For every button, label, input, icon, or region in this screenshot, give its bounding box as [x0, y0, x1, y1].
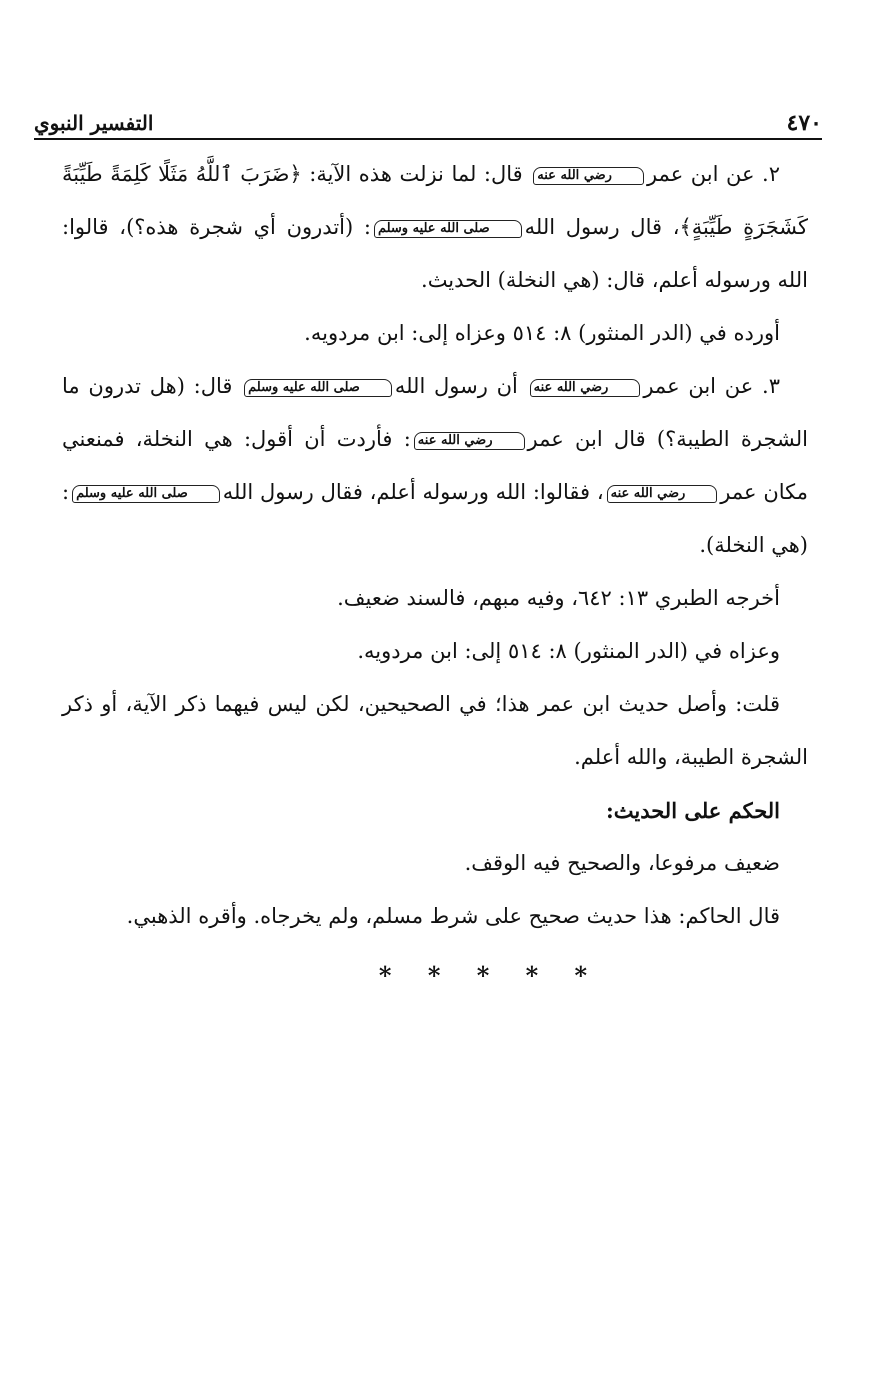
- hadith-2-part-2: قال: لما نزلت هذه الآية: ﴿ضَرَبَ ٱللَّهُ مَثَلًا كَلِمَةً طَيِّبَةً كَشَجَرَةٍ طَيِّبَةٍ﴾، قال رسول الله: [62, 162, 808, 239]
- hadith-3-source-1: أخرجه الطبري ١٣: ٦٤٢، وفيه مبهم، فالسند ضعيف.: [337, 586, 780, 610]
- hadith-3-paragraph: [62, 360, 808, 572]
- honorific-ra-icon: رضي الله عنه: [530, 379, 641, 397]
- hadith-3-part-4: : فأردت أن أقول: هي النخلة، فمنعني مكان عمر: [62, 427, 808, 504]
- hadith-3-part-2: أن رسول الله: [394, 374, 518, 398]
- honorific-saw-icon: صلى الله عليه وسلم: [244, 379, 392, 397]
- running-header: [34, 108, 822, 140]
- hakim-statement: قال الحاكم: هذا حديث صحيح على شرط مسلم، ولم يخرجاه. وأقره الذهبي.: [126, 904, 780, 928]
- hadith-3-part-3: قال: (هل تدرون ما الشجرة الطيبة؟) قال ابن عمر: [62, 374, 808, 451]
- header-title: التفسير النبوي: [34, 111, 154, 135]
- hadith-3-part-1: ٣. عن ابن عمر: [643, 374, 780, 398]
- honorific-ra-icon: رضي الله عنه: [607, 485, 718, 503]
- body-text: [62, 148, 808, 1002]
- ruling-heading: الحكم على الحديث:: [606, 798, 780, 823]
- hadith-2-source: أورده في (الدر المنثور) ٨: ٥١٤ وعزاه إلى: ابن مردويه.: [304, 321, 780, 345]
- honorific-saw-icon: صلى الله عليه وسلم: [374, 220, 522, 238]
- hadith-3-part-5: ، فقالوا: الله ورسوله أعلم، فقال رسول الله: [222, 480, 604, 504]
- hadith-3-source-2: وعزاه في (الدر المنثور) ٨: ٥١٤ إلى: ابن مردويه.: [357, 639, 780, 663]
- hadith-2-part-3: : (أتدرون أي شجرة هذه؟)، قالوا: الله ورسوله أعلم، قال: (هي النخلة) الحديث.: [62, 215, 808, 292]
- page-number: ٤٧٠: [786, 110, 822, 136]
- honorific-saw-icon: صلى الله عليه وسلم: [72, 485, 220, 503]
- hadith-3-part-6: : (هي النخلة).: [62, 480, 808, 557]
- ruling-text: ضعيف مرفوعا، والصحيح فيه الوقف.: [464, 851, 780, 875]
- honorific-ra-icon: رضي الله عنه: [533, 167, 644, 185]
- honorific-ra-icon: رضي الله عنه: [414, 432, 525, 450]
- hadith-2-paragraph: [62, 148, 808, 307]
- hadith-2-part-1: ٢. عن ابن عمر: [646, 162, 781, 186]
- section-divider: * * * * *: [378, 961, 602, 990]
- author-note: قلت: وأصل حديث ابن عمر هذا؛ في الصحيحين، لكن ليس فيهما ذكر الآية، أو ذكر الشجرة الطيبة، والله أعلم.: [62, 692, 808, 769]
